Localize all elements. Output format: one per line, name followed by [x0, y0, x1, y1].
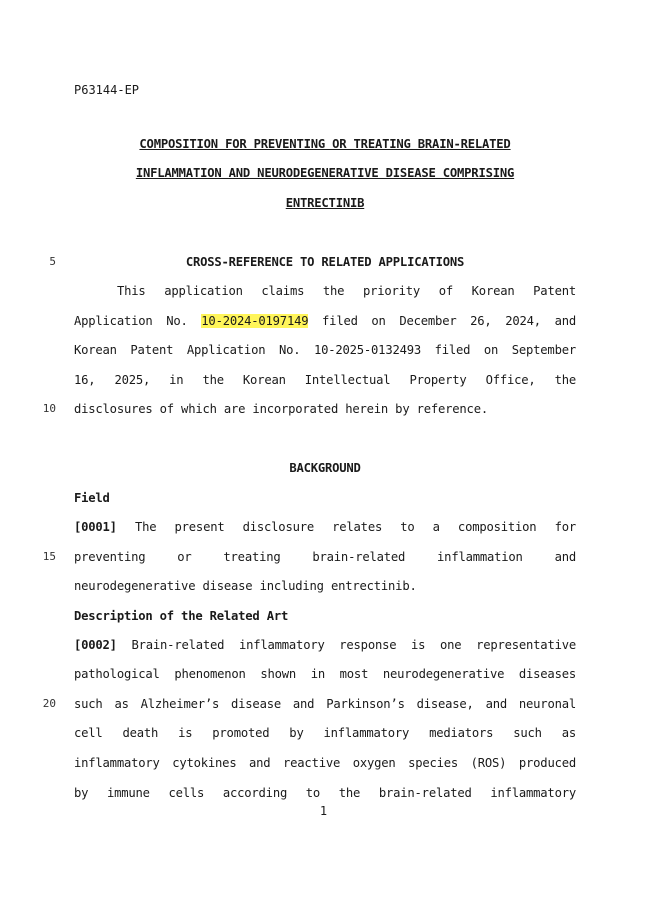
page-number: 1	[319, 804, 328, 818]
cross-reference-line-2	[74, 313, 576, 329]
cross-reference-line-4: 16, 2025, in the Korean Intellectual Property Office, the	[74, 373, 576, 387]
line-number-5: 5	[49, 255, 56, 268]
line-number-15: 15	[42, 550, 56, 563]
paragraph-0001-line-3: neurodegenerative disease including entrectinib.	[74, 579, 417, 593]
title-line-1: COMPOSITION FOR PREVENTING OR TREATING BRAIN-RELATED	[139, 137, 511, 151]
paragraph-0002-line-5: inflammatory cytokines and reactive oxygen species (ROS) produced	[74, 756, 576, 770]
paragraph-tag: [0001]	[74, 520, 117, 534]
text-segment: The present disclosure relates to a composition for	[134, 520, 576, 534]
background-heading: BACKGROUND	[289, 461, 361, 475]
text-segment: Application No.	[74, 314, 188, 328]
paragraph-0002-line-4: cell death is promoted by inflammatory mediators such as	[74, 726, 576, 740]
related-art-heading: Description of the Related Art	[74, 609, 289, 623]
cross-reference-heading: CROSS-REFERENCE TO RELATED APPLICATIONS	[185, 255, 465, 269]
paragraph-0002-line-6: by immune cells according to the brain-related inflammatory	[74, 786, 576, 800]
paragraph-0002-line-2: pathological phenomenon shown in most neurodegenerative diseases	[74, 667, 576, 681]
title-line-2: INFLAMMATION AND NEURODEGENERATIVE DISEASE COMPRISING	[135, 166, 515, 180]
paragraph-0001-line-1	[74, 519, 576, 535]
paragraph-0002-line-1	[74, 637, 576, 653]
paragraph-0002-line-3: such as Alzheimer’s disease and Parkinson’s disease, and neuronal	[74, 697, 576, 711]
cross-reference-line-3: Korean Patent Application No. 10-2025-0132493 filed on September	[74, 343, 576, 357]
paragraph-0001-line-2: preventing or treating brain-related inflammation and	[74, 550, 576, 564]
paragraph-tag: [0002]	[74, 638, 117, 652]
line-number-20: 20	[42, 697, 56, 710]
title-line-3: ENTRECTINIB	[285, 196, 365, 210]
field-heading: Field	[74, 491, 110, 505]
document-id: P63144-EP	[74, 83, 140, 97]
cross-reference-line-1: This application claims the priority of Korean Patent	[117, 284, 576, 298]
text-segment: Brain-related inflammatory response is one representative	[131, 638, 576, 652]
text-segment: filed on December 26, 2024, and	[322, 314, 576, 328]
line-number-10: 10	[42, 402, 56, 415]
highlighted-application-number: 10-2024-0197149	[201, 314, 309, 328]
cross-reference-line-5: disclosures of which are incorporated herein by reference.	[74, 402, 488, 416]
